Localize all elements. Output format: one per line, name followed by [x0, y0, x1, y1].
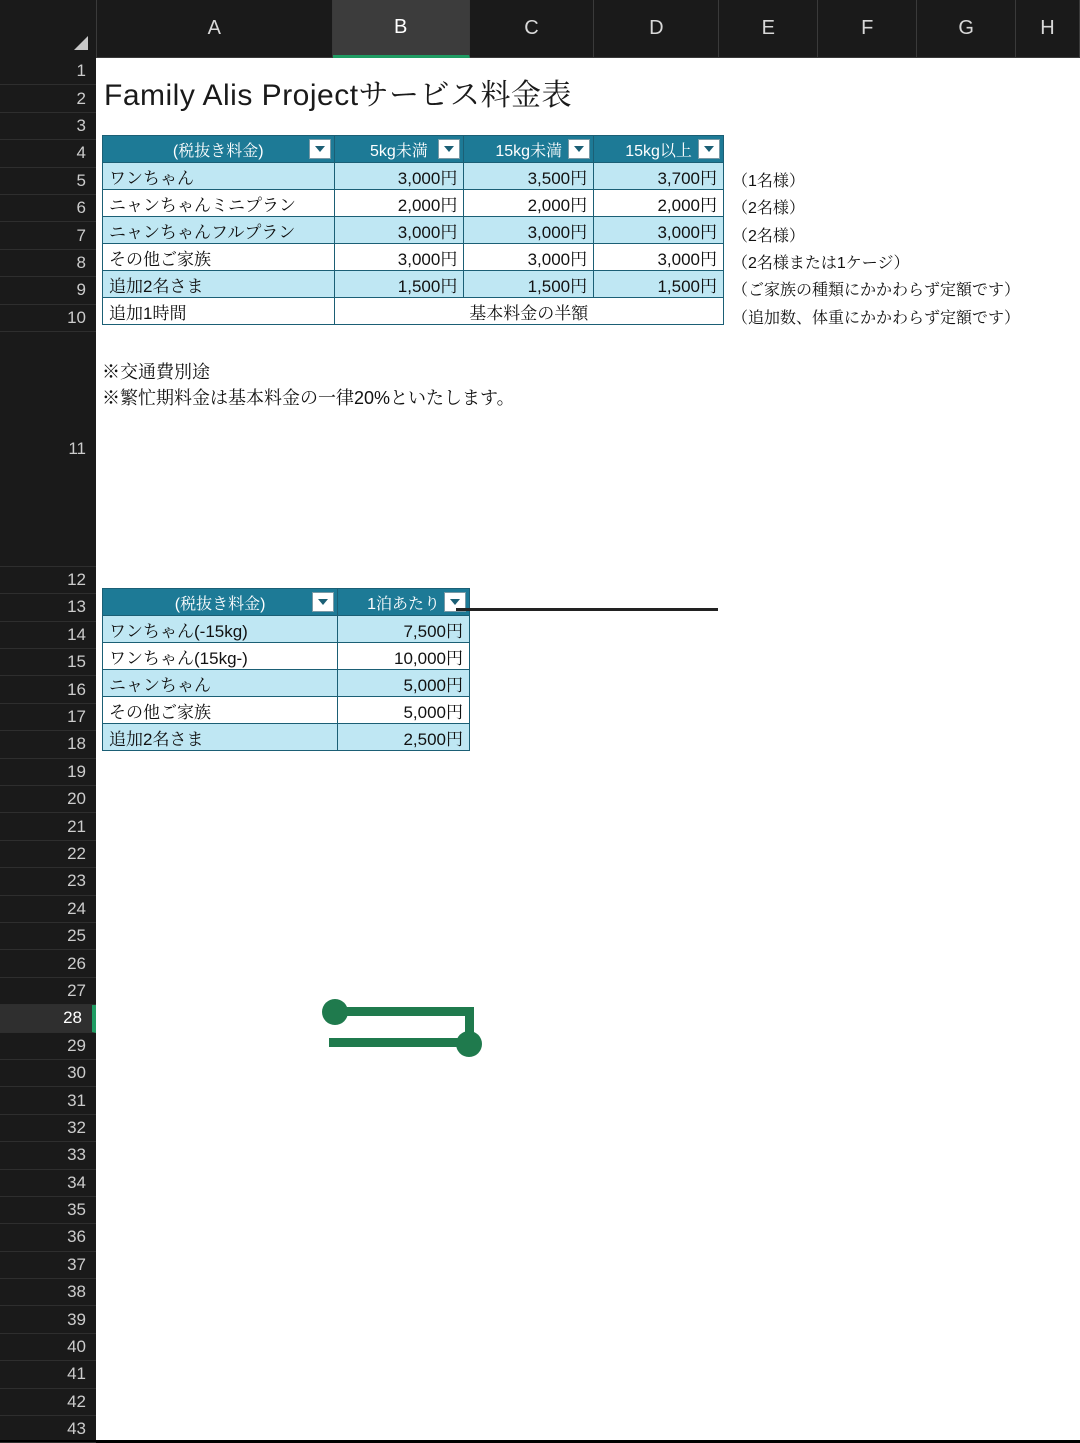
row-header-18[interactable]: 18: [0, 731, 96, 758]
row-header-22[interactable]: 22: [0, 841, 96, 868]
filter-dropdown-icon[interactable]: [438, 139, 460, 159]
table2-r4-label: 追加2名さま: [103, 724, 338, 751]
table-row[interactable]: [103, 643, 470, 670]
table2-r3-label: その他ご家族: [103, 697, 338, 724]
table1-header-col1-label: 5kg未満: [370, 142, 428, 160]
table1-r4-c1: 1,500円: [334, 271, 464, 298]
table2-r4-value: 2,500円: [338, 724, 470, 751]
column-header-f[interactable]: F: [818, 0, 917, 58]
select-all-corner[interactable]: [0, 0, 97, 59]
filter-dropdown-icon[interactable]: [698, 139, 720, 159]
table1-r4-c3: 1,500円: [594, 271, 724, 298]
table1-header-col2[interactable]: [464, 136, 594, 163]
table1-r0-label: ワンちゃん: [103, 163, 335, 190]
family-alis-logo: [321, 998, 491, 1058]
row-header-column: [0, 58, 97, 1440]
row-header-8[interactable]: 8: [0, 250, 96, 277]
filter-dropdown-icon[interactable]: [309, 139, 331, 159]
table1-r5-merged-value: 基本料金の半額: [334, 298, 723, 325]
column-header-row: [0, 0, 1080, 58]
table2-r2-value: 5,000円: [338, 670, 470, 697]
table2-r1-label: ワンちゃん(15kg-): [103, 643, 338, 670]
sheet-canvas[interactable]: [96, 58, 1080, 1440]
table1-r0-c3: 3,700円: [594, 163, 724, 190]
table1-header-col1[interactable]: [334, 136, 464, 163]
service-price-table[interactable]: [102, 135, 724, 325]
table1-header-col2-label: 15kg未満: [495, 142, 563, 160]
row-header-3[interactable]: 3: [0, 113, 96, 140]
row-header-37[interactable]: 37: [0, 1252, 96, 1279]
side-note-1: （2名様）: [732, 200, 805, 217]
table-row[interactable]: [103, 217, 724, 244]
table1-r3-c2: 3,000円: [464, 244, 594, 271]
table1-r1-c1: 2,000円: [334, 190, 464, 217]
row-header-30[interactable]: 30: [0, 1060, 96, 1087]
table2-r1-value: 10,000円: [338, 643, 470, 670]
table1-r3-c3: 3,000円: [594, 244, 724, 271]
table1-r3-label: その他ご家族: [103, 244, 335, 271]
row-header-4[interactable]: 4: [0, 140, 96, 167]
column-header-g[interactable]: G: [917, 0, 1016, 58]
row-header-2[interactable]: 2: [0, 85, 96, 112]
row-header-34[interactable]: 34: [0, 1170, 96, 1197]
row-header-23[interactable]: 23: [0, 868, 96, 895]
side-note-0: （1名様）: [732, 173, 805, 190]
row-header-9[interactable]: 9: [0, 277, 96, 304]
row-header-35[interactable]: 35: [0, 1197, 96, 1224]
table1-r0-c1: 3,000円: [334, 163, 464, 190]
table1-r1-c2: 2,000円: [464, 190, 594, 217]
table1-r4-c2: 1,500円: [464, 271, 594, 298]
table-row[interactable]: [103, 724, 470, 751]
table2-header-col0-label: (税抜き料金): [174, 595, 266, 613]
select-all-triangle-icon: [74, 36, 88, 50]
table-row[interactable]: [103, 190, 724, 217]
table2-r2-label: ニャンちゃん: [103, 670, 338, 697]
table1-r1-c3: 2,000円: [594, 190, 724, 217]
row-header-19[interactable]: 19: [0, 759, 96, 786]
table2-header-col1-label: 1泊あたり: [367, 595, 441, 613]
table-row[interactable]: [103, 616, 470, 643]
table-row[interactable]: [103, 298, 724, 325]
side-note-5: （追加数、体重にかかわらず定額です）: [732, 310, 1021, 327]
footnote-0: ※交通費別途: [102, 362, 210, 382]
row-header-24[interactable]: 24: [0, 896, 96, 923]
table1-header-col0[interactable]: [103, 136, 335, 163]
row-header-36[interactable]: 36: [0, 1224, 96, 1251]
table1-r2-c2: 3,000円: [464, 217, 594, 244]
row-header-29[interactable]: 29: [0, 1033, 96, 1060]
row-header-1[interactable]: 1: [0, 58, 96, 85]
column-header-h[interactable]: H: [1016, 0, 1080, 58]
side-note-2: （2名様）: [732, 228, 805, 245]
table1-r3-c1: 3,000円: [334, 244, 464, 271]
row-header-16[interactable]: 16: [0, 676, 96, 703]
table-row[interactable]: [103, 271, 724, 298]
table1-header-col3-label: 15kg以上: [625, 142, 692, 160]
row-header-7[interactable]: 7: [0, 222, 96, 249]
table1-header-col3[interactable]: [594, 136, 724, 163]
row-header-5[interactable]: 5: [0, 168, 96, 195]
table1-r2-c3: 3,000円: [594, 217, 724, 244]
table1-r4-label: 追加2名さま: [103, 271, 335, 298]
row-header-14[interactable]: 14: [0, 622, 96, 649]
row-header-21[interactable]: 21: [0, 813, 96, 840]
row-header-11[interactable]: 11: [0, 332, 96, 567]
table1-r1-label: ニャンちゃんミニプラン: [103, 190, 335, 217]
column-header-d[interactable]: D: [594, 0, 719, 58]
row-header-38[interactable]: 38: [0, 1279, 96, 1306]
table2-header-col0[interactable]: [103, 589, 338, 616]
footnote-1: ※繁忙期料金は基本料金の一律20%といたします。: [102, 388, 515, 408]
row-header-27[interactable]: 27: [0, 978, 96, 1005]
row-header-41[interactable]: 41: [0, 1361, 96, 1388]
table2-r3-value: 5,000円: [338, 697, 470, 724]
filter-dropdown-icon[interactable]: [312, 592, 334, 612]
row-header-12[interactable]: 12: [0, 567, 96, 594]
table-header-row: [103, 136, 724, 163]
row-header-17[interactable]: 17: [0, 704, 96, 731]
table1-r0-c2: 3,500円: [464, 163, 594, 190]
page-title: Family Alis Projectサービス料金表: [104, 79, 573, 112]
column-header-a[interactable]: A: [97, 0, 333, 58]
table2-r0-label: ワンちゃん(-15kg): [103, 616, 338, 643]
table-row[interactable]: [103, 670, 470, 697]
side-note-4: （ご家族の種類にかかわらず定額です）: [732, 282, 1021, 299]
table-row[interactable]: [103, 244, 724, 271]
row-header-26[interactable]: 26: [0, 950, 96, 977]
row-header-25[interactable]: 25: [0, 923, 96, 950]
lodging-price-table[interactable]: [102, 588, 470, 751]
filter-dropdown-icon[interactable]: [568, 139, 590, 159]
table1-header-col0-label: (税抜き料金): [172, 142, 264, 160]
side-note-3: （2名様または1ケージ）: [732, 255, 910, 272]
table-header-row: [103, 589, 470, 616]
table1-r2-label: ニャンちゃんフルプラン: [103, 217, 335, 244]
row-header-43[interactable]: 43: [0, 1416, 96, 1443]
column-header-b[interactable]: B: [333, 0, 470, 58]
row-header-28[interactable]: 28: [0, 1005, 96, 1032]
column-header-e[interactable]: E: [719, 0, 818, 58]
table1-r2-c1: 3,000円: [334, 217, 464, 244]
row-header-20[interactable]: 20: [0, 786, 96, 813]
row-header-32[interactable]: 32: [0, 1115, 96, 1142]
table1-r5-label: 追加1時間: [103, 298, 335, 325]
row-header-13[interactable]: 13: [0, 594, 96, 621]
row-header-31[interactable]: 31: [0, 1087, 96, 1114]
row-header-6[interactable]: 6: [0, 195, 96, 222]
row-header-40[interactable]: 40: [0, 1334, 96, 1361]
column-header-c[interactable]: C: [470, 0, 595, 58]
table-row[interactable]: [103, 163, 724, 190]
row-header-15[interactable]: 15: [0, 649, 96, 676]
row-header-10[interactable]: 10: [0, 305, 96, 332]
divider-line: [456, 608, 718, 611]
table-row[interactable]: [103, 697, 470, 724]
table2-header-col1[interactable]: [338, 589, 470, 616]
row-header-42[interactable]: 42: [0, 1389, 96, 1416]
row-header-33[interactable]: 33: [0, 1142, 96, 1169]
row-header-39[interactable]: 39: [0, 1306, 96, 1333]
table2-r0-value: 7,500円: [338, 616, 470, 643]
